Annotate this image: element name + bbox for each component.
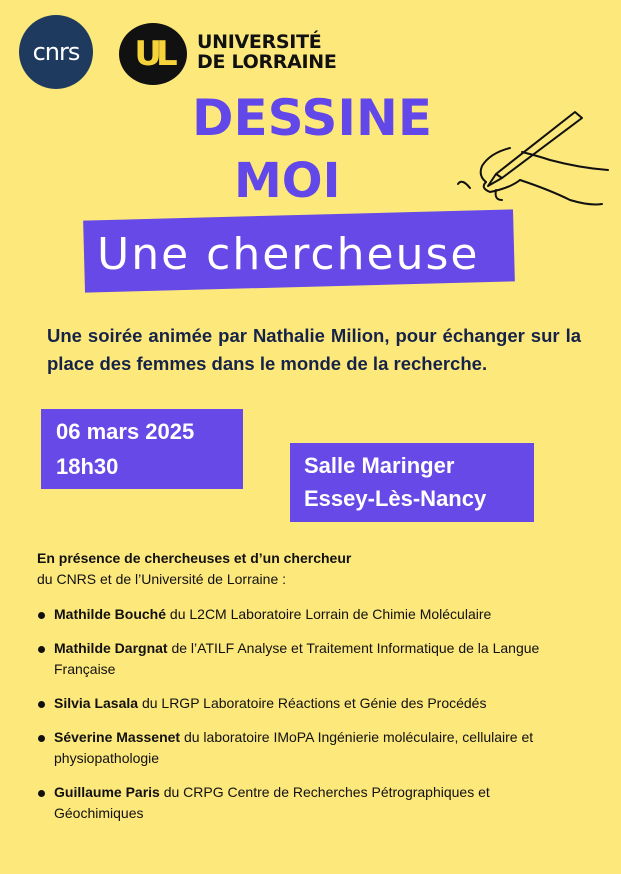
- subtitle-text: Une chercheuse: [97, 229, 480, 280]
- ul-line2: DE LORRAINE: [197, 51, 337, 73]
- participant-name: Mathilde Bouché: [54, 606, 167, 622]
- cnrs-logo-text: cnrs: [32, 38, 80, 66]
- event-date: 06 mars 2025: [56, 419, 195, 444]
- ul-mark-text: UL: [134, 34, 172, 74]
- bullet-icon: [38, 790, 45, 797]
- title-line-1: DESSINE: [192, 89, 433, 147]
- participant-desc: du L2CM Laboratoire Lorrain de Chimie Moléculaire: [169, 606, 492, 622]
- bullet-icon: [38, 646, 45, 653]
- participant-desc: du LRGP Laboratoire Réactions et Génie des Procédés: [141, 695, 487, 711]
- participant-item: [36, 727, 616, 769]
- participant-desc: du laboratoire IMoPA Ingénierie moléculaire, cellulaire et physiopathologie: [54, 729, 534, 766]
- participant-name: Silvia Lasala: [54, 695, 139, 711]
- title-line-2: MOI: [234, 153, 341, 209]
- participant-name: Mathilde Dargnat: [54, 640, 168, 656]
- bullet-icon: [38, 735, 45, 742]
- event-time: 18h30: [56, 454, 119, 479]
- participant-desc: de l’ATILF Analyse et Traitement Informatique de la Langue Française: [54, 640, 540, 677]
- participant-item: [36, 638, 616, 680]
- participant-desc: du CRPG Centre de Recherches Pétrographiques et Géochimiques: [54, 784, 490, 821]
- participant-item: [36, 604, 616, 625]
- cnrs-logo: [19, 15, 93, 89]
- hand-drawing-pen-icon: [450, 108, 610, 208]
- ul-line1: UNIVERSITÉ: [197, 31, 322, 53]
- date-box: [41, 409, 243, 489]
- event-city: Essey-Lès-Nancy: [304, 486, 487, 511]
- universite-lorraine-logo-mark: [119, 23, 187, 85]
- event-venue: Salle Maringer: [304, 453, 455, 478]
- participants-list: [36, 604, 616, 824]
- bullet-icon: [38, 612, 45, 619]
- presence-heading: En présence de chercheuses et d’un chercheur: [37, 550, 352, 566]
- bullet-icon: [38, 701, 45, 708]
- participant-name: Guillaume Paris: [54, 784, 160, 800]
- presence-subheading: du CNRS et de l’Université de Lorraine :: [37, 571, 287, 587]
- venue-box: [290, 443, 534, 522]
- intro-text: Une soirée animée par Nathalie Milion, pour échanger sur la place des femmes dans le monde de la recherche.: [47, 325, 581, 374]
- participant-name: Séverine Massenet: [54, 729, 181, 745]
- participant-item: [36, 693, 616, 714]
- universite-lorraine-logo-text: [197, 32, 337, 72]
- participant-item: [36, 782, 616, 824]
